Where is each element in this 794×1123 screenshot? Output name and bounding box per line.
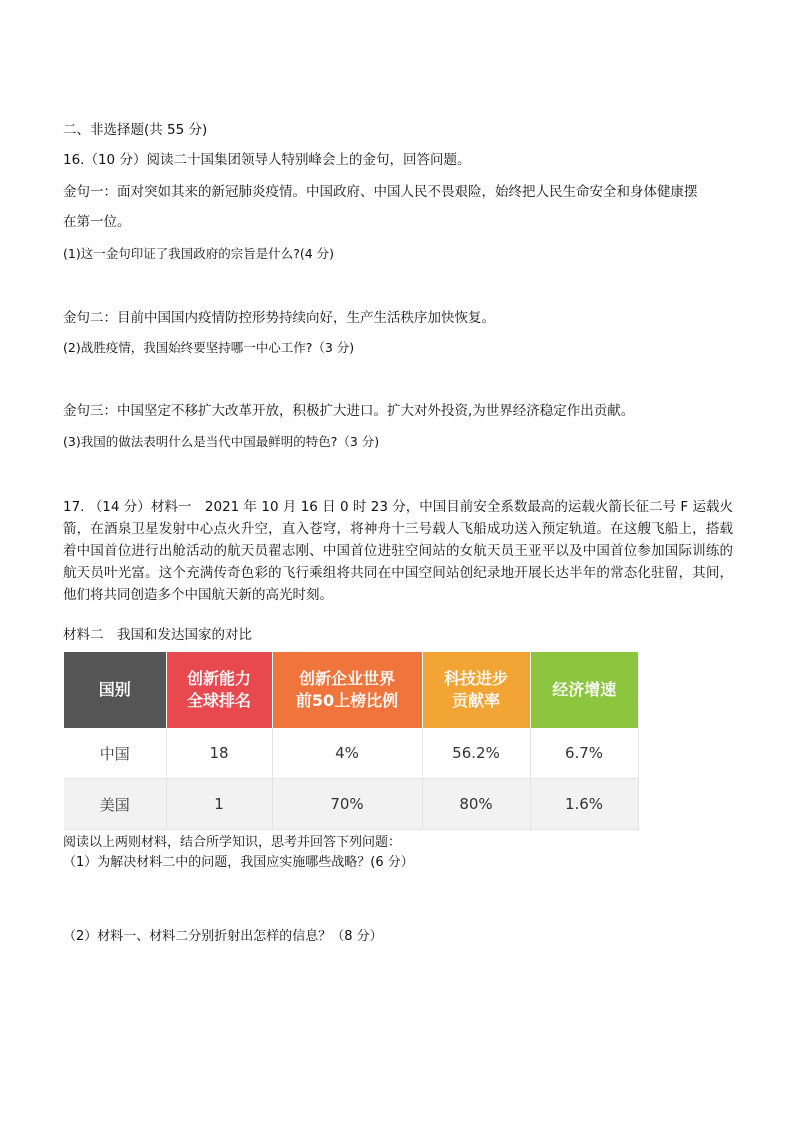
section-title: 二、非选择题(共 55 分)	[63, 122, 208, 138]
table-cell: 18	[166, 728, 272, 779]
table-header-innovative-firms: 创新企业世界 前50上榜比例	[272, 652, 422, 728]
table-cell: 70%	[272, 779, 422, 830]
table-cell: 1.6%	[530, 779, 638, 830]
table-header-innovation-rank: 创新能力 全球排名	[166, 652, 272, 728]
quote-3: 金句三：中国坚定不移扩大改革开放，积极扩大进口。扩大对外投资,为世界经济稳定作出贡献。	[63, 403, 635, 419]
table-cell: 6.7%	[530, 728, 638, 779]
question-16-sub-2: (2)战胜疫情，我国始终要坚持哪一中心工作?（3 分)	[63, 340, 355, 355]
quote-2: 金句二：目前中国国内疫情防控形势持续向好，生产生活秩序加快恢复。	[63, 310, 495, 326]
material-2-title: 材料二 我国和发达国家的对比	[63, 627, 252, 643]
table-header-country: 国别	[64, 652, 166, 728]
table-header-economic-growth: 经济增速	[530, 652, 638, 728]
table-row	[64, 779, 638, 830]
quote-1-line-2: 在第一位。	[63, 214, 131, 230]
question-16-sub-3: (3)我国的做法表明什么是当代中国最鲜明的特色?（3 分)	[63, 434, 380, 449]
question-17-sub-1: （1）为解决材料二中的问题，我国应实施哪些战略？(6 分）	[63, 855, 414, 870]
table-cell: 1	[166, 779, 272, 830]
table-cell: 56.2%	[422, 728, 530, 779]
table-header-row	[64, 652, 638, 728]
table-cell: 美国	[64, 779, 166, 830]
question-17-material-1: 17. （14 分）材料一 2021 年 10 月 16 日 0 时 23 分，中国目前安全系数最高的运载火箭长征二号 F 运载火箭，在酒泉卫星发射中心点火升空，直入苍穹，将神舟十三号载人飞船成功送入预定轨道。在这艘飞船上，搭载着中国首位进行出舱活动的航天员翟志刚、中国首位进驻空间站的女航天员王亚平以及中国首位参加国际训练的航天员叶光富。这个充满传奇色彩的飞行乘组将共同在中国空间站创纪录地开展长达半年的常态化驻留，其间，他们将共同创造多个中国航天新的高光时刻。	[63, 499, 733, 603]
table-cell: 中国	[64, 728, 166, 779]
question-16-sub-1: (1)这一金句印证了我国政府的宗旨是什么?(4 分)	[63, 246, 335, 261]
quote-1-line-1: 金句一：面对突如其来的新冠肺炎疫情。中国政府、中国人民不畏艰险，始终把人民生命安全和身体健康摆	[63, 184, 698, 200]
table-cell: 80%	[422, 779, 530, 830]
question-17-sub-2: （2）材料一、材料二分别折射出怎样的信息？（8 分）	[63, 929, 383, 944]
table-cell: 4%	[272, 728, 422, 779]
question-16-intro: 16.（10 分）阅读二十国集团领导人特别峰会上的金句，回答问题。	[63, 152, 471, 168]
comparison-table	[64, 652, 639, 830]
question-17-instruction: 阅读以上两则材料，结合所学知识，思考并回答下列问题：	[63, 835, 402, 850]
table-header-tech-contribution: 科技进步 贡献率	[422, 652, 530, 728]
table-row	[64, 728, 638, 779]
